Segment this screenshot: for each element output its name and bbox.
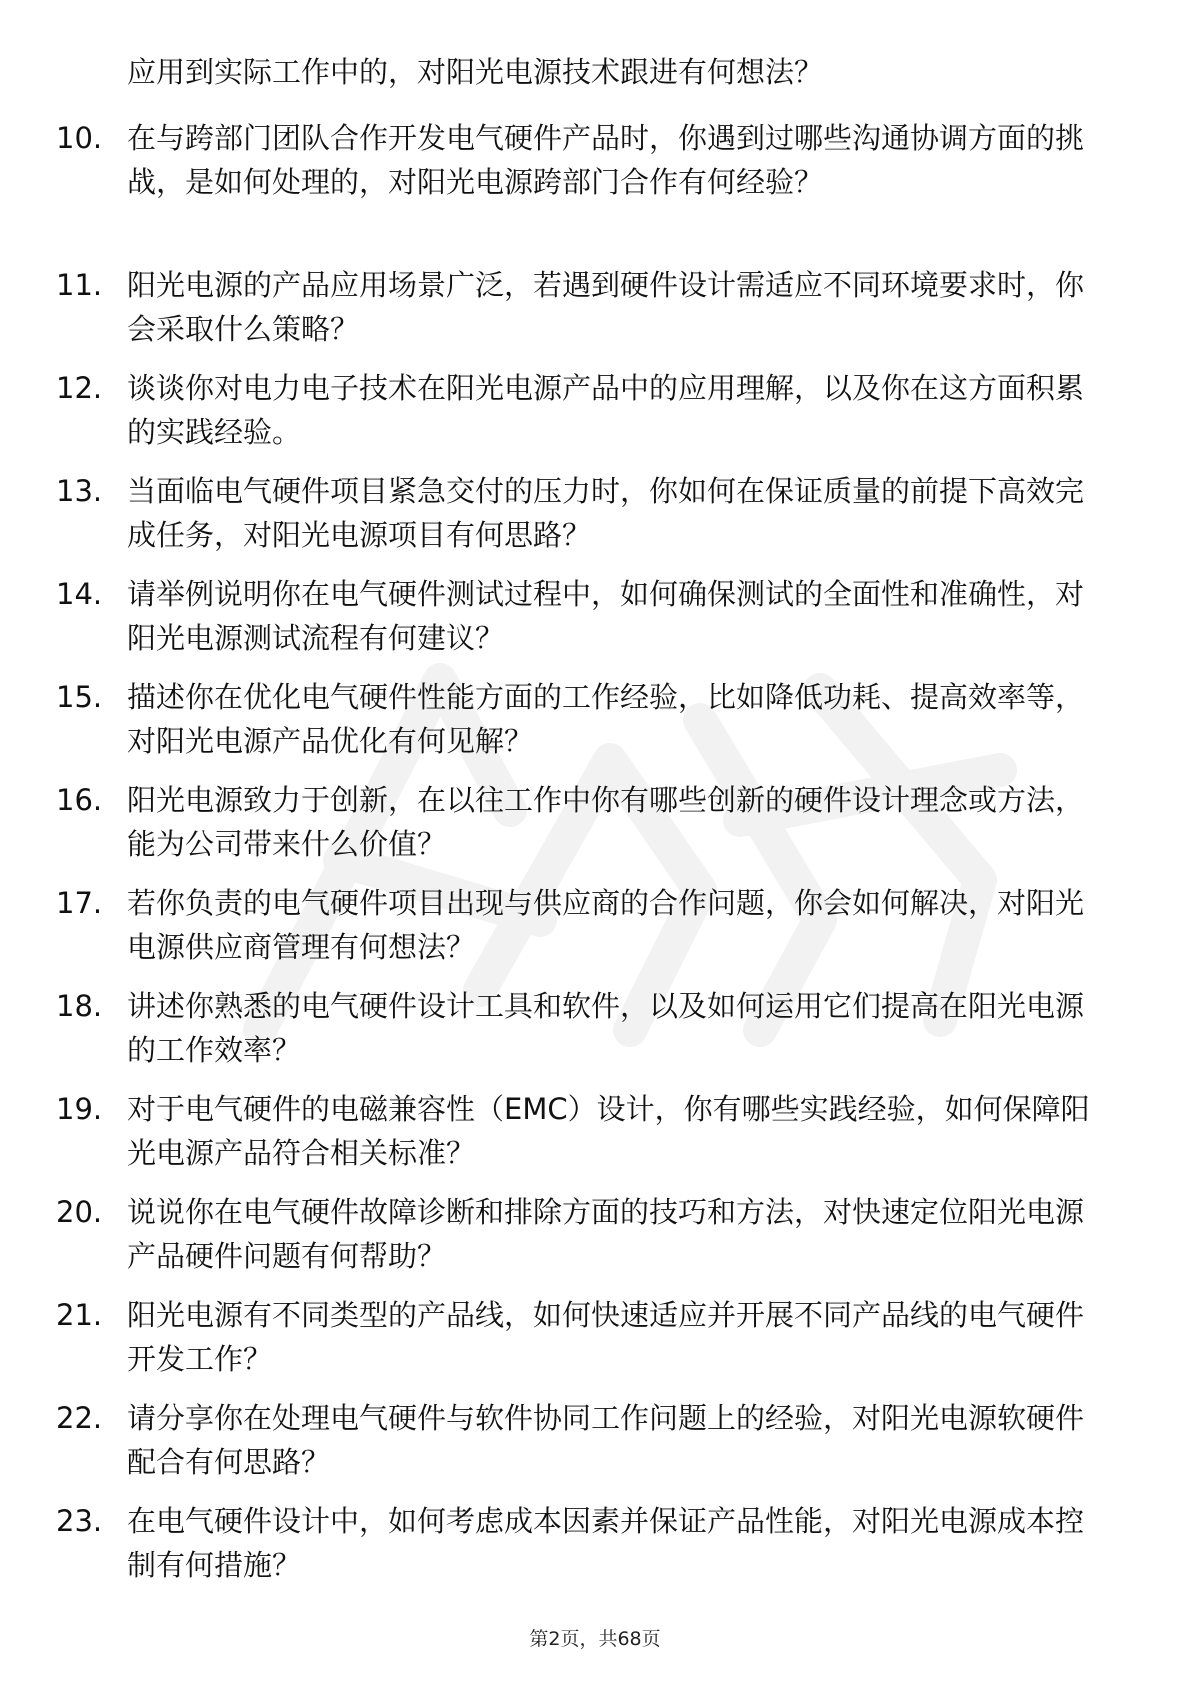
question-number: 18. [56, 989, 103, 1023]
question-text: 谈谈你对电力电子技术在阳光电源产品中的应用理解，以及你在这方面积累的实践经验。 [127, 371, 1085, 449]
question-number: 23. [56, 1504, 103, 1538]
list-item [0, 1087, 1190, 1190]
question-number: 14. [56, 577, 103, 611]
list-item [0, 1499, 1190, 1602]
question-text: 说说你在电气硬件故障诊断和排除方面的技巧和方法，对快速定位阳光电源产品硬件问题有何帮助？ [127, 1195, 1085, 1273]
question-text: 在电气硬件设计中，如何考虑成本因素并保证产品性能，对阳光电源成本控制有何措施？ [127, 1504, 1085, 1582]
page-footer: 第2页，共68页 [529, 1628, 661, 1650]
list-item [0, 1293, 1190, 1396]
question-number: 17. [56, 886, 103, 920]
list-item [0, 469, 1190, 572]
list-item [0, 1396, 1190, 1499]
question-number: 10. [56, 121, 103, 155]
continuation-text: 应用到实际工作中的，对阳光电源技术跟进有何想法？ [127, 55, 824, 89]
question-text: 当面临电气硬件项目紧急交付的压力时，你如何在保证质量的前提下高效完成任务，对阳光电源项目有何思路？ [127, 474, 1085, 552]
list-item [0, 778, 1190, 881]
question-text: 在与跨部门团队合作开发电气硬件产品时，你遇到过哪些沟通协调方面的挑战，是如何处理的，对阳光电源跨部门合作有何经验？ [127, 121, 1085, 199]
question-text: 对于电气硬件的电磁兼容性（EMC）设计，你有哪些实践经验，如何保障阳光电源产品符合相关标准？ [127, 1092, 1090, 1170]
question-text: 阳光电源的产品应用场景广泛，若遇到硬件设计需适应不同环境要求时，你会采取什么策略？ [127, 268, 1085, 346]
question-text: 阳光电源致力于创新，在以往工作中你有哪些创新的硬件设计理念或方法，能为公司带来什么价值？ [127, 783, 1085, 861]
question-text: 阳光电源有不同类型的产品线，如何快速适应并开展不同产品线的电气硬件开发工作？ [127, 1298, 1085, 1376]
question-text: 请分享你在处理电气硬件与软件协同工作问题上的经验，对阳光电源软硬件配合有何思路？ [127, 1401, 1085, 1479]
question-number: 15. [56, 680, 103, 714]
question-text: 若你负责的电气硬件项目出现与供应商的合作问题，你会如何解决，对阳光电源供应商管理有何想法？ [127, 886, 1085, 964]
list-item [0, 675, 1190, 778]
list-item [0, 984, 1190, 1087]
question-number: 19. [56, 1092, 103, 1126]
question-text: 请举例说明你在电气硬件测试过程中，如何确保测试的全面性和准确性，对阳光电源测试流程有何建议？ [127, 577, 1085, 655]
list-item [0, 366, 1190, 469]
list-item [0, 881, 1190, 984]
question-text: 讲述你熟悉的电气硬件设计工具和软件，以及如何运用它们提高在阳光电源的工作效率？ [127, 989, 1085, 1067]
list-item [0, 1190, 1190, 1293]
question-number: 16. [56, 783, 103, 817]
question-number: 20. [56, 1195, 103, 1229]
question-number: 22. [56, 1401, 103, 1435]
question-list [0, 116, 1190, 1602]
list-item [0, 572, 1190, 675]
list-item [0, 263, 1190, 366]
list-item [0, 116, 1190, 263]
question-number: 11. [56, 268, 103, 302]
question-number: 21. [56, 1298, 103, 1332]
question-number: 13. [56, 474, 103, 508]
question-text: 描述你在优化电气硬件性能方面的工作经验，比如降低功耗、提高效率等，对阳光电源产品优化有何见解？ [127, 680, 1085, 758]
question-number: 12. [56, 371, 103, 405]
